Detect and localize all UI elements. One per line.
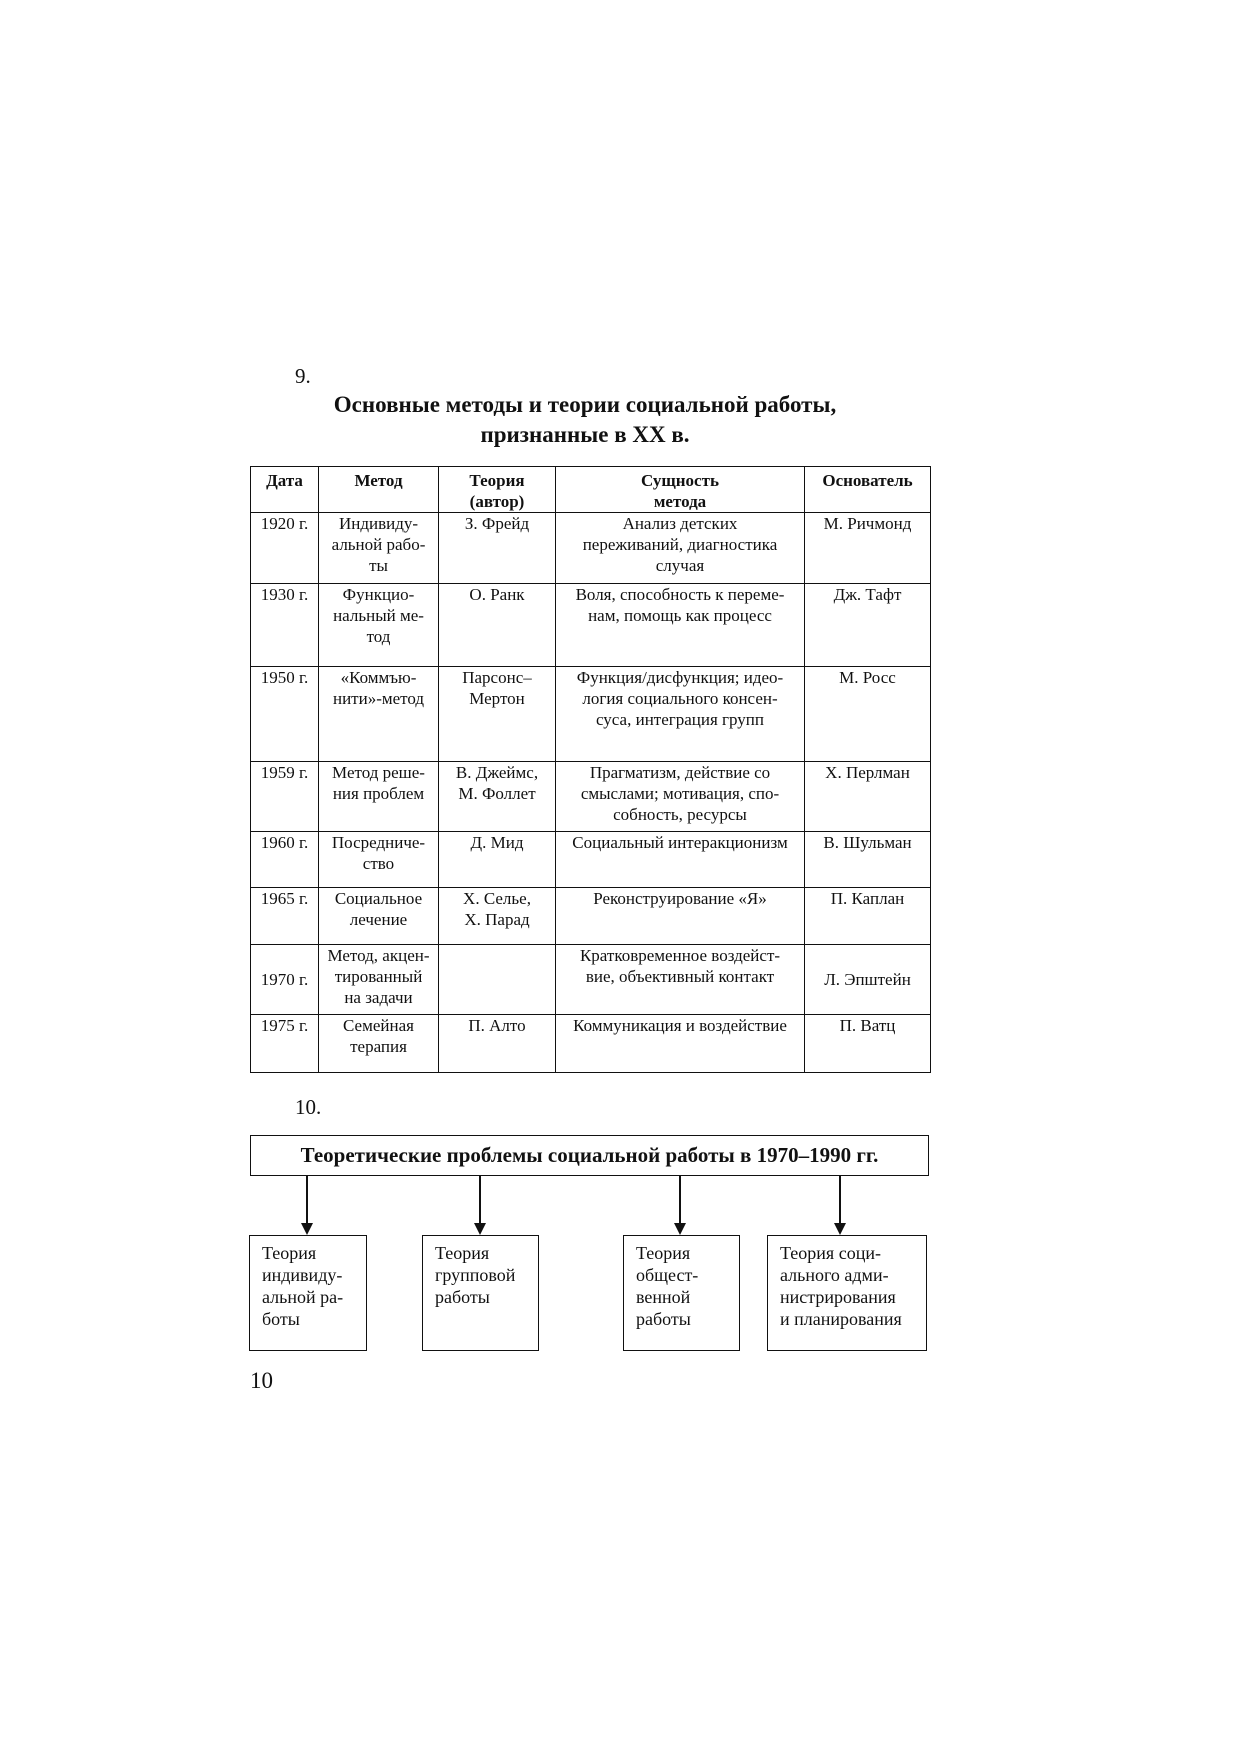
cell-theory: О. Ранк <box>439 584 556 667</box>
cell-founder: П. Ватц <box>805 1015 931 1073</box>
cell-founder: Дж. Тафт <box>805 584 931 667</box>
cell-essence: Коммуникация и воздействие <box>556 1015 805 1073</box>
cell-date: 1960 г. <box>251 832 319 888</box>
cell-date: 1950 г. <box>251 667 319 762</box>
cell-founder: В. Шульман <box>805 832 931 888</box>
cell-theory: Д. Мид <box>439 832 556 888</box>
theory-box-label: Теория индивиду- альной ра- боты <box>262 1243 344 1329</box>
cell-essence: Анализ детских переживаний, диагностика случая <box>556 513 805 584</box>
cell-founder: П. Каплан <box>805 888 931 945</box>
cell-date: 1920 г. <box>251 513 319 584</box>
table-title-line-1: Основные методы и теории социальной работы, <box>333 392 837 417</box>
cell-date: 1959 г. <box>251 762 319 832</box>
cell-founder: Х. Перлман <box>805 762 931 832</box>
cell-essence: Кратковременное воздейст- вие, объективный контакт <box>556 945 805 1015</box>
diagram-title-text: Теоретические проблемы социальной работы в 1970–1990 гг. <box>300 1143 879 1167</box>
cell-founder: М. Ричмонд <box>805 513 931 584</box>
cell-essence: Воля, способность к переме- нам, помощь как процесс <box>556 584 805 667</box>
section-9-number: 9. <box>295 364 311 388</box>
cell-theory: З. Фрейд <box>439 513 556 584</box>
header-method-text: Метод <box>354 471 403 490</box>
cell-theory: Х. Селье, Х. Парад <box>439 888 556 945</box>
table-title-line-2: признанные в XX в. <box>480 422 690 447</box>
theory-box-group <box>422 1235 539 1351</box>
arrow-head-2 <box>474 1223 486 1235</box>
theory-box-community <box>623 1235 740 1351</box>
cell-founder: М. Росс <box>805 667 931 762</box>
cell-method: Социальное лечение <box>319 888 439 945</box>
arrow-head-4 <box>834 1223 846 1235</box>
section-10-number: 10. <box>295 1095 322 1119</box>
theory-box-label: Теория групповой работы <box>435 1243 516 1307</box>
arrow-head-1 <box>301 1223 313 1235</box>
theory-box-individual <box>249 1235 367 1351</box>
cell-date: 1970 г. <box>251 945 319 1015</box>
cell-method: Функцио- нальный ме- тод <box>319 584 439 667</box>
cell-method: Метод реше- ния проблем <box>319 762 439 832</box>
cell-method: Посредниче- ство <box>319 832 439 888</box>
cell-date: 1975 г. <box>251 1015 319 1073</box>
header-founder-text: Основатель <box>822 471 913 490</box>
header-date-text: Дата <box>266 471 303 490</box>
arrow-head-3 <box>674 1223 686 1235</box>
cell-method: Метод, акцен- тированный на задачи <box>319 945 439 1015</box>
cell-essence: Функция/дисфункция; идео- логия социального консен- суса, интеграция групп <box>556 667 805 762</box>
cell-date: 1930 г. <box>251 584 319 667</box>
cell-date: 1965 г. <box>251 888 319 945</box>
page-number: 10 <box>250 1368 273 1393</box>
cell-theory: В. Джеймс, М. Фоллет <box>439 762 556 832</box>
cell-essence: Социальный интеракционизм <box>556 832 805 888</box>
cell-method: Индивиду- альной рабо- ты <box>319 513 439 584</box>
cell-theory: Парсонс– Мертон <box>439 667 556 762</box>
theory-box-administration <box>767 1235 927 1351</box>
cell-founder: Л. Эпштейн <box>805 945 931 1015</box>
cell-method: «Коммъю- нити»-метод <box>319 667 439 762</box>
theory-box-label: Теория соци- ального адми- нистрирования и планирования <box>780 1243 902 1329</box>
cell-essence: Прагматизм, действие со смыслами; мотивация, спо- собность, ресурсы <box>556 762 805 832</box>
header-theory-text: Теория (автор) <box>469 471 525 511</box>
cell-theory: П. Алто <box>439 1015 556 1073</box>
cell-method: Семейная терапия <box>319 1015 439 1073</box>
theory-box-label: Теория общест- венной работы <box>636 1243 699 1329</box>
header-essence-text: Сущность метода <box>641 471 719 511</box>
cell-essence: Реконструирование «Я» <box>556 888 805 945</box>
